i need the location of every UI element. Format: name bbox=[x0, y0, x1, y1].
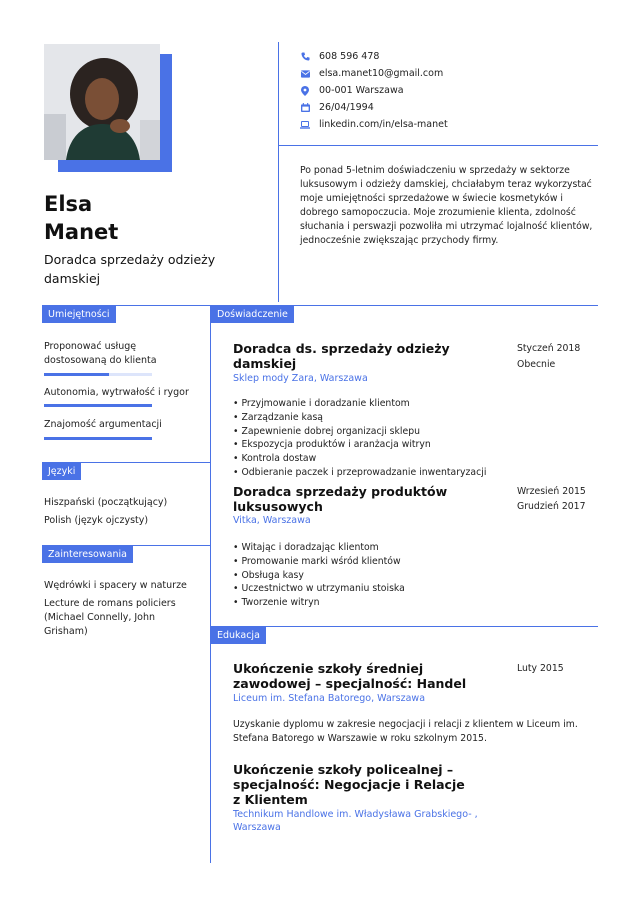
contact-linkedin-text[interactable]: linkedin.com/in/elsa-manet bbox=[319, 119, 448, 130]
experience-item bbox=[233, 341, 513, 480]
education-item bbox=[233, 762, 483, 834]
duty-item: • Obsługa kasy bbox=[233, 569, 463, 583]
contact-email-text[interactable]: elsa.manet10@gmail.com bbox=[319, 68, 444, 79]
education-date: Luty 2015 bbox=[517, 663, 564, 674]
section-label-interests: Zainteresowania bbox=[42, 546, 133, 563]
contact-birthdate-text: 26/04/1994 bbox=[319, 102, 374, 113]
divider-vertical-main bbox=[210, 305, 211, 863]
duty-item: • Promowanie marki wśród klientów bbox=[233, 555, 463, 569]
skill-item bbox=[44, 340, 174, 376]
divider-vertical-top bbox=[278, 42, 279, 302]
divider-summary bbox=[278, 145, 598, 146]
profile-summary: Po ponad 5-letnim doświadczeniu w sprzedaży w sektorze luksusowym i odzieży damskiej, chciałabym teraz wykorzystać moje umiejętności sprzedażowe w świecie kosmetyków i dobrego samopoczucia. Moje zrozumienie klienta, zdolność słuchania i perswazji pozwoliła mi utrzymać lojalność klientów, jednocześnie zwiększając przychody firmy. bbox=[300, 165, 593, 246]
job-company: Sklep mody Zara, Warszawa bbox=[233, 373, 368, 384]
job-date-end: Obecnie bbox=[517, 359, 556, 370]
duty-item: • Zarządzanie kasą bbox=[233, 411, 513, 425]
skill-bar bbox=[44, 373, 152, 376]
interest-item: Lecture de romans policiers (Michael Connelly, John Grisham) bbox=[44, 598, 176, 637]
job-title: Doradca sprzedaży produktów luksusowych bbox=[233, 484, 448, 514]
contact-location bbox=[300, 82, 448, 99]
divider-education bbox=[210, 626, 598, 627]
contact-list bbox=[300, 48, 448, 133]
section-label-experience: Doświadczenie bbox=[211, 306, 294, 323]
interest-item: Wędrówki i spacery w naturze bbox=[44, 580, 187, 591]
skill-item bbox=[44, 386, 204, 407]
skill-bar-fill bbox=[44, 437, 152, 440]
job-company: Vitka, Warszawa bbox=[233, 515, 311, 526]
contact-location-text: 00-001 Warszawa bbox=[319, 85, 404, 96]
education-title: Ukończenie szkoły policealnej – specjalność: Negocjacje i Relacje z Klientem bbox=[233, 762, 465, 807]
skill-name: Znajomość argumentacji bbox=[44, 419, 162, 430]
duty-item: • Witając i doradzając klientom bbox=[233, 541, 463, 555]
duty-item: • Odbieranie paczek i przeprowadzanie inwentaryzacji bbox=[233, 466, 513, 480]
duty-item: • Tworzenie witryn bbox=[233, 596, 463, 610]
job-title: Doradca ds. sprzedaży odzieży damskiej bbox=[233, 341, 450, 371]
language-item: Hiszpański (początkujący) bbox=[44, 497, 168, 508]
last-name: Manet bbox=[44, 220, 119, 244]
contact-birthdate bbox=[300, 99, 448, 116]
laptop-icon bbox=[300, 120, 310, 130]
duty-item: • Ekspozycja produktów i aranżacja witryn bbox=[233, 438, 513, 452]
skill-bar bbox=[44, 404, 152, 407]
skill-bar-fill bbox=[44, 373, 109, 376]
section-label-education: Edukacja bbox=[211, 627, 266, 644]
divider-main bbox=[42, 305, 598, 306]
section-label-languages: Języki bbox=[42, 463, 81, 480]
language-item: Polish (język ojczysty) bbox=[44, 515, 149, 526]
contact-email bbox=[300, 65, 448, 82]
job-duties bbox=[233, 541, 463, 610]
skill-name: Proponować usługę dostosowaną do klienta bbox=[44, 341, 157, 366]
section-label-skills: Umiejętności bbox=[42, 306, 116, 323]
job-role: Doradca sprzedaży odzieży damskiej bbox=[44, 252, 216, 286]
skill-item bbox=[44, 418, 204, 440]
education-title: Ukończenie szkoły średniej zawodowej – specjalność: Handel bbox=[233, 661, 467, 691]
contact-phone-text[interactable]: 608 596 478 bbox=[319, 51, 380, 62]
location-icon bbox=[300, 86, 310, 96]
duty-item: • Przyjmowanie i doradzanie klientom bbox=[233, 397, 513, 411]
calendar-icon bbox=[300, 103, 310, 113]
job-date-end: Grudzień 2017 bbox=[517, 501, 586, 512]
profile-photo bbox=[44, 44, 160, 160]
contact-phone bbox=[300, 48, 448, 65]
phone-icon bbox=[300, 52, 310, 62]
first-name: Elsa bbox=[44, 192, 93, 216]
job-date-start: Styczeń 2018 bbox=[517, 343, 581, 354]
skill-bar-fill bbox=[44, 404, 152, 407]
duty-item: • Uczestnictwo w utrzymaniu stoiska bbox=[233, 582, 463, 596]
experience-item bbox=[233, 484, 463, 610]
duty-item: • Kontrola dostaw bbox=[233, 452, 513, 466]
education-description: Uzyskanie dyplomu w zakresie negocjacji i relacji z klientem w Liceum im. Stefana Batorego w Warszawie w roku szkolnym 2015. bbox=[233, 719, 578, 744]
education-school: Technikum Handlowe im. Władysława Grabskiego- , Warszawa bbox=[233, 809, 478, 833]
duty-item: • Zapewnienie dobrej organizacji sklepu bbox=[233, 425, 513, 439]
contact-linkedin bbox=[300, 116, 448, 133]
job-duties bbox=[233, 397, 513, 480]
full-name bbox=[44, 190, 244, 246]
email-icon bbox=[300, 69, 310, 79]
job-date-start: Wrzesień 2015 bbox=[517, 486, 586, 497]
skill-bar bbox=[44, 437, 152, 440]
skill-name: Autonomia, wytrwałość i rygor bbox=[44, 387, 189, 398]
education-school: Liceum im. Stefana Batorego, Warszawa bbox=[233, 693, 426, 704]
